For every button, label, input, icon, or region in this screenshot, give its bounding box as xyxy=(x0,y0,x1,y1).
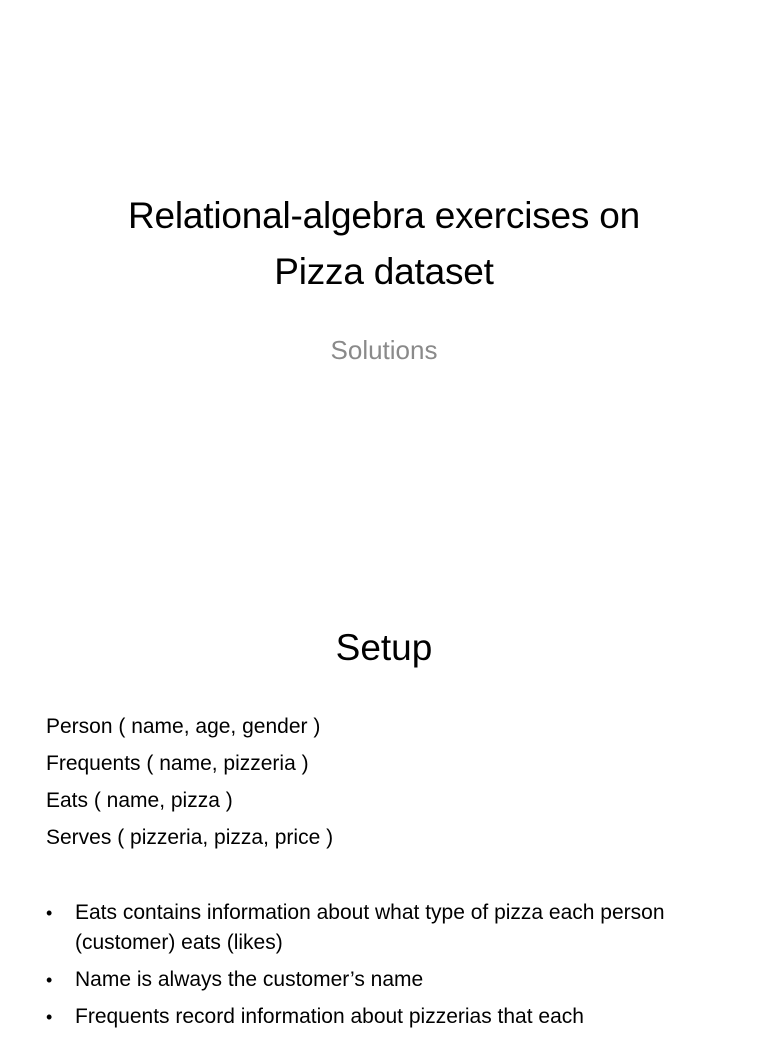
bullet-list xyxy=(46,898,726,1039)
slide-title-line-2: Pizza dataset xyxy=(274,251,494,292)
slide-title-line-1: Relational-algebra exercises on xyxy=(127,195,641,236)
bullet-dot-icon: • xyxy=(46,970,53,990)
bullet-text: Name is always the customer’s name xyxy=(75,968,424,991)
schema-item-frequents: Frequents ( name, pizzeria ) xyxy=(46,752,309,775)
schema-list xyxy=(46,712,333,860)
setup-slide xyxy=(0,576,768,1028)
schema-item-eats: Eats ( name, pizza ) xyxy=(46,789,233,812)
bullet-dot-icon: • xyxy=(46,903,53,923)
bullet-item xyxy=(46,1002,726,1032)
bullet-text: Frequents record information about pizzerias that each xyxy=(75,1005,584,1028)
slide-title xyxy=(40,188,728,300)
bullet-item xyxy=(46,898,726,958)
bullet-dot-icon: • xyxy=(46,1007,53,1027)
schema-item-serves: Serves ( pizzeria, pizza, price ) xyxy=(46,826,334,849)
setup-title: Setup xyxy=(335,627,433,668)
slide-subtitle: Solutions xyxy=(330,335,438,365)
bullet-text: Eats contains information about what type of pizza each person (customer) eats (likes) xyxy=(75,901,665,954)
bullet-item xyxy=(46,965,726,995)
schema-item-person: Person ( name, age, gender ) xyxy=(46,715,321,738)
